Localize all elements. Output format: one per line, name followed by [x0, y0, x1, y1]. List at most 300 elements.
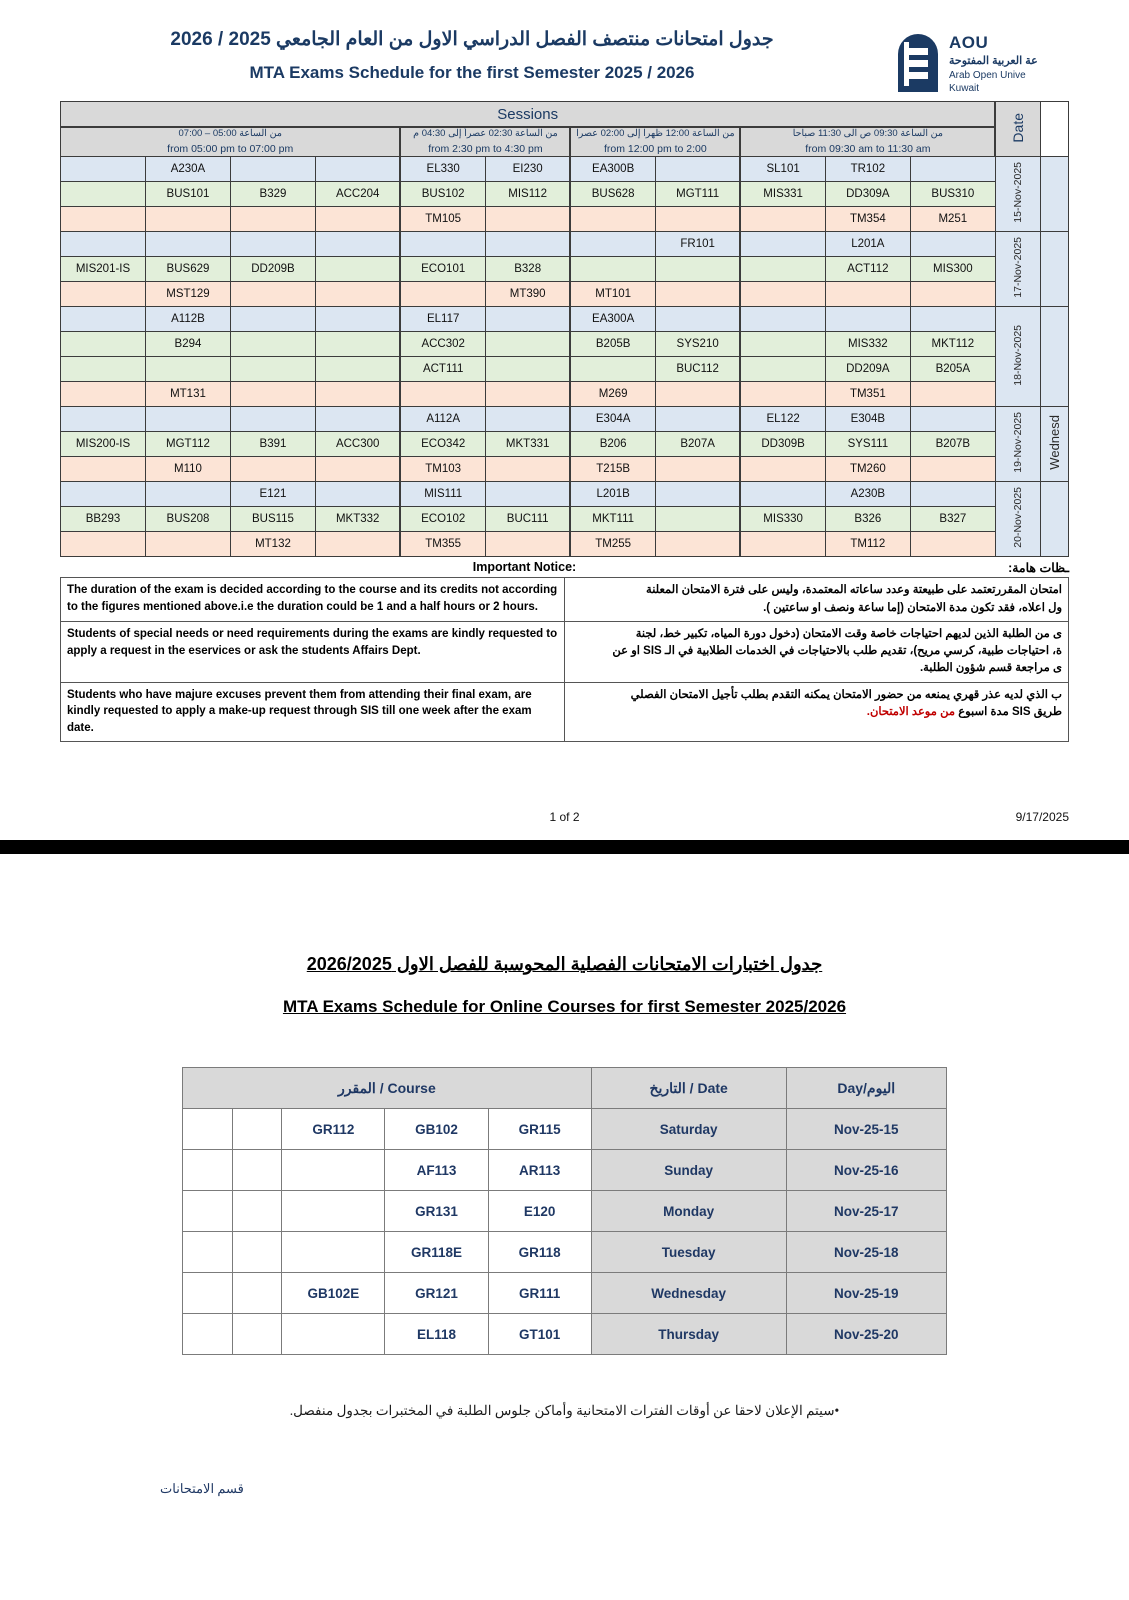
course-cell: M251: [910, 207, 995, 232]
online-course: GR131: [385, 1191, 488, 1232]
aou-logo-text: [949, 32, 1038, 95]
course-cell: [145, 357, 230, 382]
online-course: [232, 1314, 282, 1355]
schedule-row: [61, 407, 1069, 432]
course-cell: ECO102: [400, 507, 485, 532]
course-cell: EL330: [400, 157, 485, 182]
course-cell: MT131: [145, 382, 230, 407]
session-block-2: [400, 127, 570, 157]
notice-text-arabic: [571, 687, 1062, 722]
online-header-date: Date / التاريخ: [591, 1068, 786, 1109]
course-cell: [740, 282, 825, 307]
session-block-4: [740, 127, 995, 157]
important-notice-header: [0, 557, 1129, 577]
online-course: [183, 1314, 233, 1355]
online-day: 19-Nov-25: [786, 1273, 946, 1314]
course-cell: [570, 232, 655, 257]
online-course: GT101: [488, 1314, 591, 1355]
course-cell: [485, 482, 570, 507]
online-course: [232, 1109, 282, 1150]
course-cell: A230B: [825, 482, 910, 507]
course-cell: [400, 282, 485, 307]
course-cell: BUS102: [400, 182, 485, 207]
course-cell: [61, 457, 146, 482]
course-cell: T215B: [570, 457, 655, 482]
course-cell: [485, 357, 570, 382]
notice-line-arabic: ب الذي لديه عذر قهري يمنعه من حضور الامتحان يمكنه التقدم بطلب تأجيل الامتحان الفصلي: [630, 688, 1062, 701]
course-cell: B329: [230, 182, 315, 207]
course-cell: [655, 382, 740, 407]
online-course: GR121: [385, 1273, 488, 1314]
course-cell: [655, 157, 740, 182]
notice-line-arabic: ى مراجعة قسم شؤون الطلبة.: [919, 662, 1062, 675]
course-cell: SL101: [740, 157, 825, 182]
course-cell: ACC300: [315, 432, 400, 457]
exam-day: [1041, 157, 1069, 232]
aou-brand: AOU: [949, 33, 989, 52]
notice-cell-english: [61, 578, 565, 622]
schedule-row: [61, 432, 1069, 457]
notice-heading-english: Important Notice:: [472, 560, 577, 575]
course-cell: TR102: [825, 157, 910, 182]
schedule-row: [61, 457, 1069, 482]
course-cell: [145, 482, 230, 507]
course-cell: [230, 332, 315, 357]
print-date: 9/17/2025: [1015, 810, 1069, 824]
course-cell: [910, 282, 995, 307]
course-cell: A230A: [145, 157, 230, 182]
page2-header: [0, 854, 1129, 1017]
course-cell: BB293: [61, 507, 146, 532]
notice-cell-arabic: [565, 682, 1069, 741]
course-cell: MT132: [230, 532, 315, 557]
course-cell: [61, 232, 146, 257]
course-cell: FR101: [655, 232, 740, 257]
course-cell: [230, 382, 315, 407]
schedule-row: [61, 207, 1069, 232]
page2-note: •سيتم الإعلان لاحقا عن أوقات الفترات الامتحانية وأماكن جلوس الطلبة في المختبرات بجدول منفصل.: [289, 1403, 840, 1418]
course-cell: MT101: [570, 282, 655, 307]
course-cell: E304A: [570, 407, 655, 432]
course-cell: MIS331: [740, 182, 825, 207]
course-cell: [485, 457, 570, 482]
course-cell: [61, 382, 146, 407]
course-cell: [655, 532, 740, 557]
course-cell: [315, 382, 400, 407]
course-cell: EL117: [400, 307, 485, 332]
course-cell: [910, 457, 995, 482]
course-cell: [400, 382, 485, 407]
page-number: 1 of 2: [549, 810, 580, 824]
course-cell: MKT332: [315, 507, 400, 532]
notice-cell-english: [61, 621, 565, 682]
page2-title-arabic: جدول اختبارات الامتحانات الفصلية المحوسبة للفصل الاول 2026/2025: [306, 954, 823, 974]
course-cell: [230, 282, 315, 307]
online-course: [232, 1232, 282, 1273]
course-cell: B328: [485, 257, 570, 282]
course-cell: [61, 357, 146, 382]
online-date: Saturday: [591, 1109, 786, 1150]
course-cell: [485, 382, 570, 407]
course-cell: [655, 207, 740, 232]
online-day: 16-Nov-25: [786, 1150, 946, 1191]
course-cell: ACT112: [825, 257, 910, 282]
course-cell: TM260: [825, 457, 910, 482]
online-date: Sunday: [591, 1150, 786, 1191]
course-cell: A112B: [145, 307, 230, 332]
notice-line-arabic: طريق SIS مدة اسبوع من موعد الامتحان.: [866, 705, 1062, 718]
course-cell: B207A: [655, 432, 740, 457]
course-cell: MIS300: [910, 257, 995, 282]
course-cell: EA300B: [570, 157, 655, 182]
course-cell: [910, 232, 995, 257]
page-2: [0, 854, 1129, 1600]
online-date: Monday: [591, 1191, 786, 1232]
course-cell: [315, 532, 400, 557]
course-cell: BUS629: [145, 257, 230, 282]
course-cell: MIS332: [825, 332, 910, 357]
course-cell: [315, 257, 400, 282]
online-course: AF113: [385, 1150, 488, 1191]
course-cell: [315, 332, 400, 357]
course-cell: [485, 532, 570, 557]
course-cell: [570, 207, 655, 232]
notice-highlight: من موعد الامتحان.: [866, 705, 956, 718]
course-cell: BUS101: [145, 182, 230, 207]
online-course: [183, 1232, 233, 1273]
session-time-english: from 05:00 pm to 07:00 pm: [167, 143, 294, 156]
course-cell: [230, 457, 315, 482]
course-cell: [315, 157, 400, 182]
online-course: [183, 1109, 233, 1150]
course-cell: [910, 307, 995, 332]
course-cell: [740, 307, 825, 332]
course-cell: MGT112: [145, 432, 230, 457]
course-cell: [145, 532, 230, 557]
course-cell: [655, 282, 740, 307]
course-cell: [230, 157, 315, 182]
course-cell: MT390: [485, 282, 570, 307]
schedule-row: [61, 232, 1069, 257]
course-cell: MKT112: [910, 332, 995, 357]
course-cell: BUS208: [145, 507, 230, 532]
course-cell: [655, 257, 740, 282]
course-cell: B391: [230, 432, 315, 457]
course-cell: B326: [825, 507, 910, 532]
course-cell: [230, 357, 315, 382]
course-cell: [485, 332, 570, 357]
notice-heading-arabic: ـظات هامة:: [1008, 560, 1069, 575]
course-cell: M110: [145, 457, 230, 482]
course-cell: [740, 532, 825, 557]
course-cell: [230, 207, 315, 232]
notice-text-english: Students who have majure excuses prevent them from attending their final exam, are kindly requested to apply a make-up request through SIS till one week after the exam date.: [67, 688, 532, 734]
notice-text-english: The duration of the exam is decided according to the course and its credits not according to the figures mentioned above.i.e the duration could be 1 and a half hours or 2 hours.: [67, 584, 558, 613]
course-cell: B207B: [910, 432, 995, 457]
course-cell: [315, 482, 400, 507]
online-course: GR118E: [385, 1232, 488, 1273]
course-cell: BUS628: [570, 182, 655, 207]
online-date: Tuesday: [591, 1232, 786, 1273]
sessions-title-row: [61, 102, 1069, 128]
course-cell: BUS115: [230, 507, 315, 532]
session-time-english: from 2:30 pm to 4:30 pm: [428, 143, 543, 156]
course-cell: [655, 482, 740, 507]
online-course: GR115: [488, 1109, 591, 1150]
course-cell: [825, 307, 910, 332]
course-cell: [61, 532, 146, 557]
course-cell: [61, 207, 146, 232]
online-course: [282, 1150, 385, 1191]
course-cell: [315, 307, 400, 332]
online-course: [232, 1150, 282, 1191]
course-cell: [910, 407, 995, 432]
exam-date: 20-Nov-2025: [995, 482, 1040, 557]
course-cell: [655, 507, 740, 532]
course-cell: TM355: [400, 532, 485, 557]
notice-line-arabic: ى من الطلبة الذين لديهم احتياجات خاصة وقت الامتحان (دخول دورة المياه، تكبير خط، لجنة: [635, 627, 1062, 640]
online-table-wrapper: [0, 1067, 1129, 1355]
course-cell: [145, 407, 230, 432]
course-cell: [910, 382, 995, 407]
date-column-header: Date: [995, 102, 1040, 157]
course-cell: TM351: [825, 382, 910, 407]
exam-date: 17-Nov-2025: [995, 232, 1040, 307]
course-cell: MST129: [145, 282, 230, 307]
aou-city: Kuwait: [949, 83, 980, 95]
online-course: E120: [488, 1191, 591, 1232]
aou-logo-icon: [894, 32, 942, 94]
page1-header: [0, 0, 1129, 95]
course-cell: [315, 357, 400, 382]
online-courses-table: [182, 1067, 947, 1355]
online-day: 18-Nov-25: [786, 1232, 946, 1273]
course-cell: B294: [145, 332, 230, 357]
online-course: GR112: [282, 1109, 385, 1150]
course-cell: [230, 307, 315, 332]
exam-day: Wednesd: [1041, 407, 1069, 482]
page2-title-english: MTA Exams Schedule for Online Courses for first Semester 2025/2026: [282, 997, 847, 1016]
course-cell: TM112: [825, 532, 910, 557]
course-cell: M269: [570, 382, 655, 407]
course-cell: ACT111: [400, 357, 485, 382]
course-cell: BUC112: [655, 357, 740, 382]
online-course: GR118: [488, 1232, 591, 1273]
course-cell: [740, 257, 825, 282]
course-cell: [740, 457, 825, 482]
course-cell: [655, 407, 740, 432]
online-course: AR113: [488, 1150, 591, 1191]
notice-row: [61, 578, 1069, 622]
course-cell: MIS201-IS: [61, 257, 146, 282]
course-cell: [910, 157, 995, 182]
course-cell: [910, 532, 995, 557]
course-cell: MKT111: [570, 507, 655, 532]
course-cell: [485, 307, 570, 332]
notices-table: [60, 577, 1069, 741]
notice-text-arabic: [571, 582, 1062, 617]
schedule-row: [61, 257, 1069, 282]
session-time-arabic: من الساعة 02:30 عصراً إلى 04:30 م: [413, 128, 558, 140]
online-course: [232, 1273, 282, 1314]
course-cell: DD309A: [825, 182, 910, 207]
course-cell: [61, 332, 146, 357]
course-cell: B327: [910, 507, 995, 532]
online-table-row: [183, 1232, 947, 1273]
course-cell: TM255: [570, 532, 655, 557]
page-separator: [0, 840, 1129, 854]
course-cell: ACC204: [315, 182, 400, 207]
course-cell: [485, 407, 570, 432]
online-table-row: [183, 1314, 947, 1355]
notice-text-english: Students of special needs or need requirements during the exams are kindly requested to apply a request in the eservices or ask the students Affairs Dept.: [67, 627, 558, 657]
course-cell: MIS330: [740, 507, 825, 532]
course-cell: MIS111: [400, 482, 485, 507]
page1-title-block: [60, 28, 894, 84]
schedule-row: [61, 482, 1069, 507]
online-course: [282, 1314, 385, 1355]
course-cell: [61, 482, 146, 507]
course-cell: B205A: [910, 357, 995, 382]
online-course: [282, 1232, 385, 1273]
notices-section: [0, 577, 1129, 741]
schedule-row: [61, 507, 1069, 532]
exam-day: [1041, 307, 1069, 407]
course-cell: MKT331: [485, 432, 570, 457]
course-cell: [315, 207, 400, 232]
exam-schedule-table: [60, 101, 1069, 557]
notice-cell-english: [61, 682, 565, 741]
course-cell: [61, 182, 146, 207]
course-cell: [740, 357, 825, 382]
online-course: GB102E: [282, 1273, 385, 1314]
session-time-arabic: من الساعة 12:00 ظهرا إلى 02:00 عصرا: [576, 128, 735, 140]
online-table-row: [183, 1273, 947, 1314]
course-cell: EA300A: [570, 307, 655, 332]
course-cell: [655, 457, 740, 482]
course-cell: [230, 407, 315, 432]
session-time-arabic: من الساعة 09:30 ص الى 11:30 صباحا: [792, 128, 943, 140]
course-cell: [485, 232, 570, 257]
course-cell: TM103: [400, 457, 485, 482]
course-cell: [315, 282, 400, 307]
tail-column-header: [1041, 102, 1069, 157]
online-date: Thursday: [591, 1314, 786, 1355]
session-block-3: [570, 127, 740, 157]
course-cell: [61, 407, 146, 432]
course-cell: B206: [570, 432, 655, 457]
online-day: 20-Nov-25: [786, 1314, 946, 1355]
sessions-title: Sessions: [61, 102, 996, 128]
schedule-row: [61, 332, 1069, 357]
online-table-row: [183, 1191, 947, 1232]
session-time-english: from 12:00 pm to 2:00: [604, 143, 707, 156]
online-day: 17-Nov-25: [786, 1191, 946, 1232]
aou-logo: [894, 28, 1069, 95]
course-cell: SYS111: [825, 432, 910, 457]
course-cell: E121: [230, 482, 315, 507]
exam-day: [1041, 482, 1069, 557]
course-cell: [230, 232, 315, 257]
page2-signature: [0, 1481, 1129, 1497]
course-cell: DD209A: [825, 357, 910, 382]
course-cell: B205B: [570, 332, 655, 357]
online-day: 15-Nov-25: [786, 1109, 946, 1150]
schedule-row: [61, 532, 1069, 557]
online-header-course: Course / المقرر: [183, 1068, 592, 1109]
aou-name-arabic: عة العربية المفتوحة: [949, 55, 1038, 68]
schedule-row: [61, 182, 1069, 207]
online-course: GR111: [488, 1273, 591, 1314]
course-cell: ECO101: [400, 257, 485, 282]
online-course: GB102: [385, 1109, 488, 1150]
online-course: [183, 1273, 233, 1314]
course-cell: [315, 407, 400, 432]
course-cell: [740, 332, 825, 357]
course-cell: A112A: [400, 407, 485, 432]
course-cell: MGT111: [655, 182, 740, 207]
schedule-row: [61, 307, 1069, 332]
course-cell: [740, 482, 825, 507]
online-table-row: [183, 1150, 947, 1191]
course-cell: TM354: [825, 207, 910, 232]
course-cell: DD309B: [740, 432, 825, 457]
course-cell: [61, 307, 146, 332]
course-cell: TM105: [400, 207, 485, 232]
exam-date: 15-Nov-2025: [995, 157, 1040, 232]
course-cell: [61, 282, 146, 307]
schedule-row: [61, 282, 1069, 307]
page1-title-arabic: جدول امتحانات منتصف الفصل الدراسي الاول من العام الجامعي 2025 / 2026: [170, 29, 774, 50]
course-cell: EL122: [740, 407, 825, 432]
course-cell: [400, 232, 485, 257]
course-cell: EI230: [485, 157, 570, 182]
course-cell: [740, 232, 825, 257]
online-header-day: اليوم/Day: [786, 1068, 946, 1109]
online-course: [183, 1150, 233, 1191]
course-cell: BUC111: [485, 507, 570, 532]
schedule-table-wrapper: [0, 95, 1129, 557]
page1-title-english: MTA Exams Schedule for the first Semester 2025 / 2026: [249, 62, 695, 82]
course-cell: SYS210: [655, 332, 740, 357]
course-cell: [145, 207, 230, 232]
course-cell: [570, 257, 655, 282]
online-course: [183, 1191, 233, 1232]
course-cell: [145, 232, 230, 257]
course-cell: [655, 307, 740, 332]
notice-line-arabic: ول اعلاه، فقد تكون مدة الامتحان (إما ساعة ونصف او ساعتين ).: [763, 601, 1062, 614]
course-cell: [740, 382, 825, 407]
course-cell: [315, 232, 400, 257]
page1-footer: [0, 810, 1129, 824]
notice-row: [61, 621, 1069, 682]
course-cell: L201A: [825, 232, 910, 257]
notice-cell-arabic: [565, 621, 1069, 682]
online-table-row: [183, 1109, 947, 1150]
session-time-english: from 09:30 am to 11:30 am: [805, 143, 931, 156]
course-cell: DD209B: [230, 257, 315, 282]
online-course: [282, 1191, 385, 1232]
notice-row: [61, 682, 1069, 741]
session-times-row: [61, 127, 1069, 157]
course-cell: [740, 207, 825, 232]
schedule-row: [61, 382, 1069, 407]
notice-cell-arabic: [565, 578, 1069, 622]
course-cell: MIS200-IS: [61, 432, 146, 457]
online-course: EL118: [385, 1314, 488, 1355]
course-cell: [485, 207, 570, 232]
notice-text-arabic: [571, 626, 1062, 678]
